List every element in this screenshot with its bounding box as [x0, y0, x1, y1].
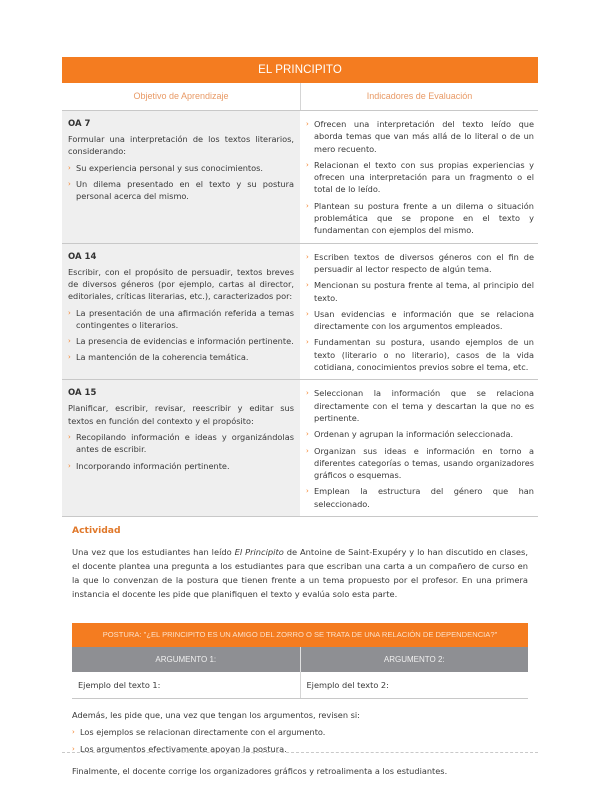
objective-bullet: [68, 162, 294, 174]
bullet-text: Plantean su postura frente a un dilema o situación problemática que se propone en el texto y fundamentan con ejemplos del mismo.: [314, 200, 534, 236]
bullet-icon: ›: [68, 308, 71, 317]
bullet-icon: ›: [306, 389, 309, 398]
bullet-icon: ›: [306, 201, 309, 210]
objective-text: Planificar, escribir, revisar, reescribir y editar sus textos en función del contexto y el propósito:: [68, 403, 294, 426]
para-text: de Antoine de Saint-Exupéry y lo han discutido en clases, el docente plantea una pregunta a los estudiantes para que escriban una carta a un compañero de curso en la que lo convenzan de la postura que tienen frente a un tema propuesto por el profesor. En una primera instancia el docente les pide que planifiquen el texto y evalúa solo esta parte.: [72, 547, 528, 600]
bullet-text: La presentación de una afirmación referida a temas contingentes o literarios.: [76, 307, 294, 330]
bullet-text: La presencia de evidencias e información pertinente.: [76, 336, 294, 347]
objective-text: Formular una interpretación de los textos literarios, considerando:: [68, 134, 294, 157]
argument-1-header: ARGUMENTO 1:: [72, 647, 301, 672]
bullet-text: Emplean la estructura del género que han seleccionado.: [314, 486, 534, 509]
bullet-text: Escriben textos de diversos géneros con el fin de persuadir al lector respecto de algún tema.: [314, 251, 534, 274]
bullet-text: Recopilando información e ideas y organizándolas antes de escribir.: [76, 431, 294, 455]
bullet-icon: ›: [68, 179, 71, 188]
closing-bullet: [72, 743, 528, 755]
column-headers: [62, 83, 538, 111]
book-title: El Principito: [234, 547, 284, 558]
indicator-bullet: [306, 308, 534, 333]
bullet-icon: ›: [306, 309, 309, 318]
objective-text: Escribir, con el propósito de persuadir, textos breves de diversos géneros (por ejemplo, cartas al director, editoriales, críticas literarias, etc.), caracterizados por:: [68, 266, 294, 302]
example-row: [72, 672, 528, 699]
indicator-bullet: [306, 251, 534, 276]
footer-divider: [62, 752, 538, 753]
objective-bullet: [68, 178, 294, 203]
closing-section: [72, 709, 528, 777]
bullet-icon: ›: [306, 338, 309, 347]
para-text: Una vez que los estudiantes han leído: [72, 547, 235, 558]
table-row: [62, 244, 538, 381]
oa-code: OA 14: [68, 251, 97, 262]
bullet-text: Relacionan el texto con sus propias experiencias y ofrecen una interpretación para un fragmento o el total de lo leído.: [314, 159, 534, 195]
bullet-text: Seleccionan la información que se relaciona directamente con el tema y descartan la que no es pertinente.: [314, 388, 534, 423]
objective-cell: [62, 244, 300, 380]
closing-intro: Además, les pide que, una vez que tengan los argumentos, revisen si:: [72, 710, 360, 721]
bullet-icon: ›: [306, 120, 309, 128]
postura-table: [72, 623, 528, 699]
bullet-text: Un dilema presentado en el texto y su postura personal acerca del mismo.: [76, 178, 294, 202]
table-body: [62, 111, 538, 517]
indicator-bullet: [306, 387, 534, 424]
indicator-bullet: [306, 485, 534, 510]
bullet-icon: ›: [68, 461, 71, 470]
bullet-text: Fundamentan su postura, usando ejemplos de un texto (literario o no literario), casos de la vida cotidiana, conocimientos previos sobre el tema, etc.: [314, 337, 534, 373]
table-title: EL PRINCIPITO: [62, 57, 538, 83]
activity-paragraph: [72, 545, 528, 601]
bullet-icon: ›: [68, 353, 71, 362]
bullet-text: Los ejemplos se relacionan directamente con el argumento.: [80, 727, 326, 738]
header-indicators: Indicadores de Evaluación: [366, 91, 473, 101]
objective-bullet: [68, 307, 294, 332]
bullet-icon: ›: [68, 163, 71, 172]
closing-final: Finalmente, el docente corrige los organizadores gráficos y retroalimenta a los estudiantes.: [72, 766, 448, 777]
bullet-text: Ordenan y agrupan la información seleccionada.: [314, 429, 514, 440]
activity-section: [62, 525, 538, 601]
objective-cell: [62, 111, 300, 243]
bullet-text: Su experiencia personal y sus conocimientos.: [76, 162, 264, 173]
indicator-bullet: [306, 118, 534, 155]
closing-bullet: [72, 726, 528, 738]
objective-bullet: [68, 431, 294, 456]
bullet-text: Organizan sus ideas e información en torno a diferentes categorías o temas, usando organizadores gráficos o esquemas.: [314, 445, 534, 481]
oa-code: OA 15: [68, 388, 97, 399]
bullet-text: La mantención de la coherencia temática.: [76, 352, 249, 363]
bullet-icon: ›: [68, 337, 71, 346]
objective-bullet: [68, 351, 294, 363]
indicator-bullet: [306, 428, 534, 440]
bullet-text: Ofrecen una interpretación del texto leído que aborda temas que van más allá de lo literal o de un mero recuento.: [314, 119, 534, 154]
indicators-cell: [300, 244, 538, 380]
activity-title: Actividad: [72, 525, 121, 537]
bullet-icon: ›: [306, 252, 309, 261]
indicator-bullet: [306, 200, 534, 237]
objective-bullet: [68, 460, 294, 472]
argument-2-header: ARGUMENTO 2:: [383, 655, 445, 665]
indicator-bullet: [306, 159, 534, 196]
bullet-icon: ›: [306, 160, 309, 169]
objective-bullet: [68, 335, 294, 347]
oa-code: OA 7: [68, 119, 91, 129]
argument-headers: [72, 647, 528, 672]
table-row: [62, 111, 538, 244]
example-2-cell: Ejemplo del texto 2:: [306, 680, 389, 691]
indicator-bullet: [306, 279, 534, 304]
bullet-text: Usan evidencias e información que se relaciona directamente con los argumentos empleados.: [314, 308, 534, 332]
objective-cell: [62, 380, 300, 516]
bullet-text: Incorporando información pertinente.: [76, 460, 230, 471]
bullet-icon: ›: [306, 430, 309, 439]
indicators-cell: [300, 111, 538, 243]
bullet-icon: ›: [306, 487, 309, 496]
bullet-text: Los argumentos efectivamente apoyan la postura.: [80, 744, 287, 755]
document-page: [62, 57, 538, 782]
bullet-text: Mencionan su postura frente al tema, al principio del texto.: [314, 280, 534, 303]
indicator-bullet: [306, 336, 534, 373]
table-row: [62, 380, 538, 517]
indicators-cell: [300, 380, 538, 516]
bullet-icon: ›: [306, 446, 309, 455]
postura-title: POSTURA: "¿EL PRINCIPITO ES UN AMIGO DEL ZORRO O SE TRATA DE UNA RELACIÓN DE DEPENDENCIA?": [72, 623, 528, 647]
indicator-bullet: [306, 445, 534, 482]
bullet-icon: ›: [72, 745, 75, 754]
header-objective: Objetivo de Aprendizaje: [62, 83, 301, 110]
example-1-cell: Ejemplo del texto 1:: [72, 672, 301, 698]
bullet-icon: ›: [72, 728, 75, 737]
bullet-icon: ›: [68, 432, 71, 441]
bullet-icon: ›: [306, 281, 309, 290]
